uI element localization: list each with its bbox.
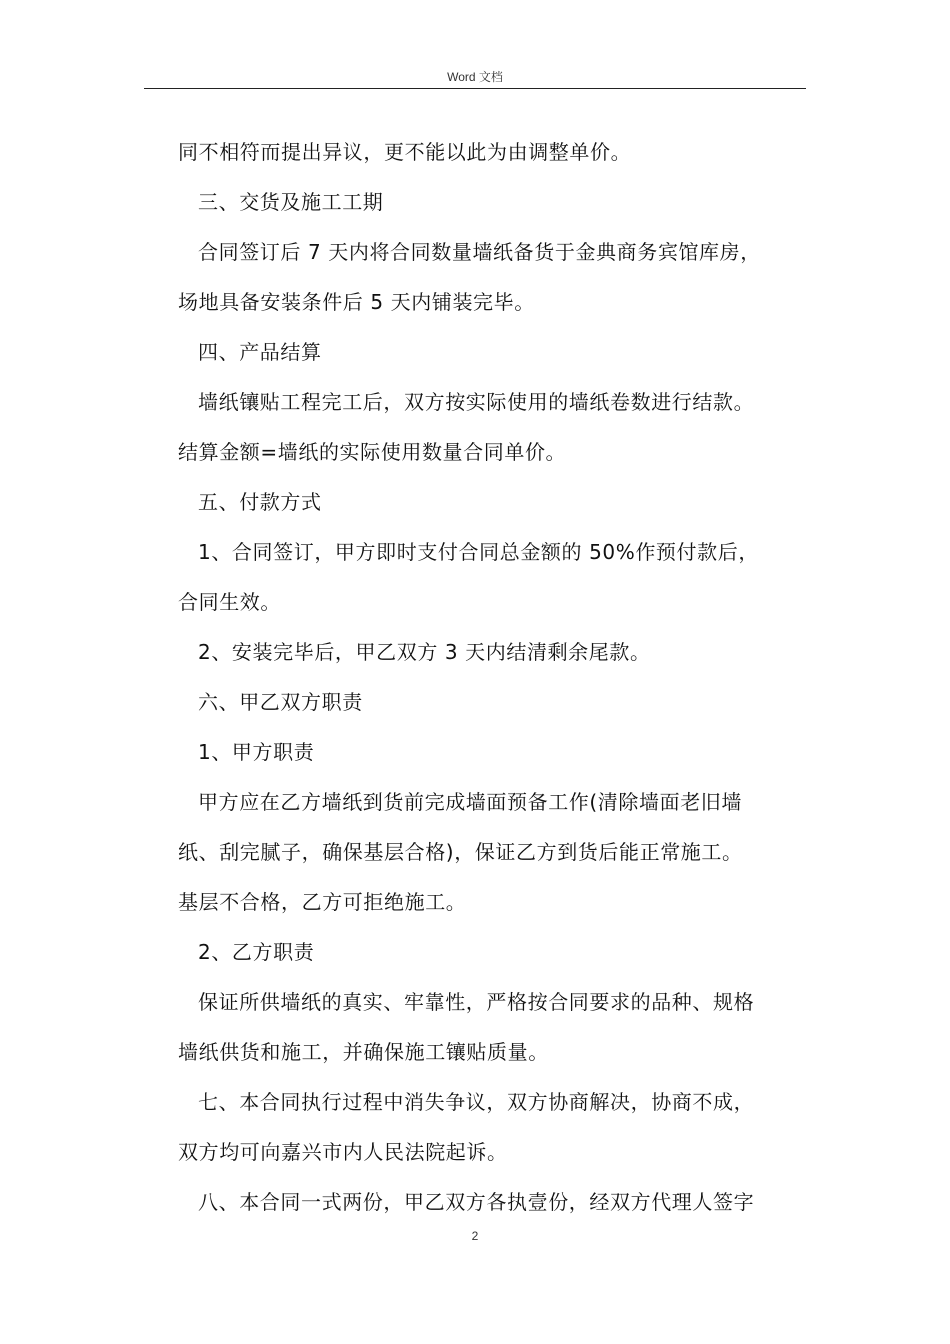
paragraph-line: 五、付款方式 bbox=[198, 490, 322, 514]
paragraph-line: 三、交货及施工工期 bbox=[198, 190, 384, 214]
page-number: 2 bbox=[471, 1229, 479, 1243]
paragraph-line: 八、本合同一式两份，甲乙双方各执壹份，经双方代理人签字 bbox=[198, 1190, 755, 1214]
paragraph-line: 墙纸镶贴工程完工后，双方按实际使用的墙纸卷数进行结款。 bbox=[198, 390, 755, 414]
paragraph-line: 四、产品结算 bbox=[198, 340, 322, 364]
paragraph-line: 1、合同签订，甲方即时支付合同总金额的 50%作预付款后， bbox=[198, 540, 759, 564]
paragraph-line: 同不相符而提出异议，更不能以此为由调整单价。 bbox=[178, 140, 632, 164]
paragraph-line: 六、甲乙双方职责 bbox=[198, 690, 363, 714]
paragraph-line: 墙纸供货和施工，并确保施工镶贴质量。 bbox=[178, 1040, 549, 1064]
paragraph-line: 基层不合格，乙方可拒绝施工。 bbox=[178, 890, 467, 914]
paragraph-line: 2、安装完毕后，甲乙双方 3 天内结清剩余尾款。 bbox=[198, 640, 651, 664]
paragraph-line: 七、本合同执行过程中消失争议，双方协商解决，协商不成， bbox=[198, 1090, 755, 1114]
paragraph-line: 保证所供墙纸的真实、牢靠性，严格按合同要求的品种、规格 bbox=[198, 990, 755, 1014]
document-body bbox=[178, 134, 808, 1234]
page-header bbox=[144, 66, 806, 89]
paragraph-line: 结算金额=墙纸的实际使用数量合同单价。 bbox=[178, 440, 567, 464]
paragraph-line: 场地具备安装条件后 5 天内铺装完毕。 bbox=[178, 290, 535, 314]
paragraph-line: 合同生效。 bbox=[178, 590, 281, 614]
paragraph-line: 纸、刮完腻子，确保基层合格)，保证乙方到货后能正常施工。 bbox=[178, 840, 743, 864]
paragraph-line: 合同签订后 7 天内将合同数量墙纸备货于金典商务宾馆库房， bbox=[198, 240, 761, 264]
paragraph-line: 双方均可向嘉兴市内人民法院起诉。 bbox=[178, 1140, 508, 1164]
paragraph-line: 2、乙方职责 bbox=[198, 940, 315, 964]
header-title: Word 文档 bbox=[447, 70, 503, 84]
paragraph-line: 甲方应在乙方墙纸到货前完成墙面预备工作(清除墙面老旧墙 bbox=[198, 790, 743, 814]
paragraph-line: 1、甲方职责 bbox=[198, 740, 315, 764]
